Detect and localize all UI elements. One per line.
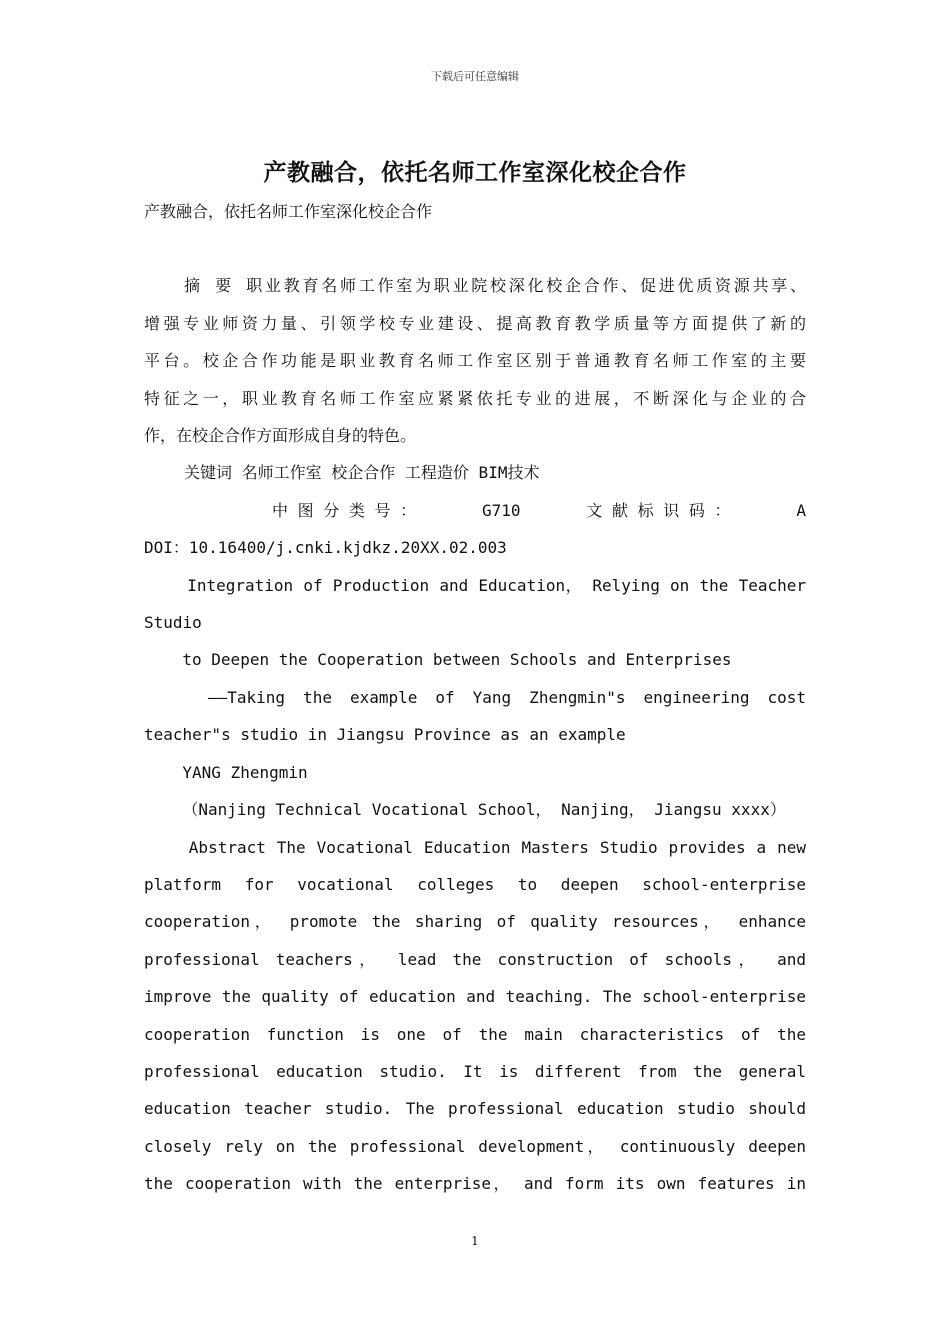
doc-value: A — [796, 500, 806, 520]
abstract-en-line: closely rely on the professional development， continuously deepen — [144, 1136, 806, 1156]
blank-line — [144, 230, 806, 267]
abstract-cn-line: 特征之一，职业教育名师工作室应紧紧依托专业的进展，不断深化与企业的合 — [144, 388, 806, 408]
abstract-cn-line: 摘 要 职业教育名师工作室为职业院校深化校企合作、促进优质资源共享、 — [184, 276, 806, 296]
author-name: YANG Zhengmin — [182, 762, 308, 782]
abstract-cn-line: 作，在校企合作方面形成自身的特色。 — [144, 426, 417, 446]
subtitle: 产教融合，依托名师工作室深化校企合作 — [144, 202, 433, 221]
clc-value: G710 — [482, 500, 521, 520]
keywords-label: 关键词 — [184, 463, 233, 483]
english-title-line: Studio — [144, 613, 202, 633]
page-header: 下载后可任意编辑 — [431, 70, 519, 83]
abstract-en-line: education teacher studio. The professional education studio should — [144, 1099, 806, 1119]
clc-label: 中 图 分 类 号 ： — [272, 500, 417, 520]
abstract-en-line: professional teachers， lead the construction of schools， and — [144, 949, 806, 969]
keywords-line — [144, 454, 806, 491]
document-body — [144, 193, 806, 1203]
abstract-cn-line: 平台。校企合作功能是职业教育名师工作室区别于普通教育名师工作室的主要 — [144, 351, 806, 371]
english-title-line: teacher"s studio in Jiangsu Province as an example — [144, 725, 626, 745]
document-title: 产教融合，依托名师工作室深化校企合作 — [263, 160, 687, 186]
author-affiliation: （Nanjing Technical Vocational School， Nanjing， Jiangsu xxxx） — [182, 800, 786, 820]
abstract-cn-line: 增强专业师资力量、引领学校专业建设、提高教育教学质量等方面提供了新的 — [144, 313, 806, 333]
abstract-cn-label: 摘 要 — [184, 276, 234, 296]
abstract-en-line: professional education studio. It is different from the general — [144, 1061, 806, 1081]
abstract-en-line: cooperation， promote the sharing of quality resources， enhance — [144, 912, 806, 932]
english-title-line: Integration of Production and Education， Relying on the Teacher — [187, 575, 806, 595]
classification-line — [144, 492, 806, 529]
abstract-en-line: the cooperation with the enterprise， and form its own features in — [144, 1174, 806, 1194]
doi-line: DOI：10.16400/j.cnki.kjdkz.20XX.02.003 — [144, 538, 507, 558]
doc-label: 文 献 标 识 码 ： — [586, 500, 731, 520]
abstract-en-line: improve the quality of education and teaching. The school-enterprise — [144, 987, 806, 1007]
abstract-en-line: platform for vocational colleges to deepen school-enterprise — [144, 874, 806, 894]
keywords-text: 名师工作室 校企合作 工程造价 BIM技术 — [241, 463, 540, 483]
abstract-en-line: Abstract The Vocational Education Masters Studio provides a new — [188, 837, 806, 857]
english-title-line: to Deepen the Cooperation between Schools and Enterprises — [182, 650, 732, 670]
english-title-line: ——Taking the example of Yang Zhengmin"s engineering cost — [208, 687, 806, 707]
abstract-en-line: cooperation function is one of the main characteristics of the — [144, 1024, 806, 1044]
page-number: 1 — [471, 1234, 479, 1248]
